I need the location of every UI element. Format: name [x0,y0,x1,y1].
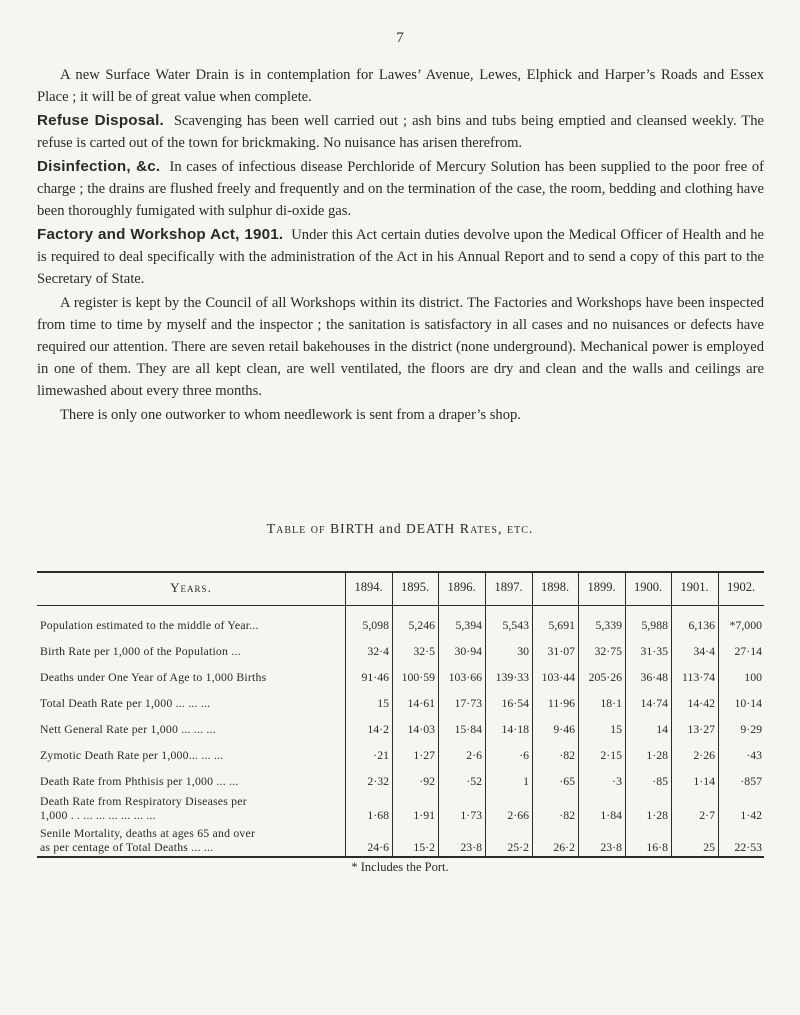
table-cell: 1·28 [646,748,668,762]
table-cell: 2·26 [693,748,715,762]
row-label-respiratory-death-rate [40,794,340,822]
table-cell: ·65 [559,774,575,788]
year-header-1899: 1899. [587,580,616,594]
table-cell: 14·74 [640,696,668,710]
row-label-line: as per centage of Total Deaths ... ... [40,840,214,854]
table-cell: 10·14 [734,696,762,710]
table-cell: 1·42 [740,808,762,822]
paragraph-factory [37,224,764,290]
refuse-text: Scavenging has been well carried out ; ash bins and tubs being emptied and cleansed weekly. The refuse is carted out of the town for brickmaking. No nuisance has arisen therefrom. [37,113,764,151]
table-cell: 34·4 [693,644,715,658]
table-cell: 32·5 [413,644,435,658]
factory-text: Under this Act certain duties devolve upon the Medical Officer of Health and he is required to deal specifically with the administration of the Act in his Annual Report and to send a copy of this part to the Secretary of State. [37,227,765,287]
table-cell: 25·2 [507,840,529,854]
table-cell: 2·7 [699,808,715,822]
table-cell: ·52 [466,774,482,788]
table-cell: 14·42 [687,696,715,710]
years-header: Years. [170,580,212,595]
table-cell: 91·46 [361,670,389,684]
table-cell: 36·48 [640,670,668,684]
table-cell: ·43 [746,748,762,762]
table-cell: 18·1 [600,696,622,710]
table-cell: 15·84 [454,722,482,736]
table-cell: 16·8 [646,840,668,854]
disinfection-text: In cases of infectious disease Perchloride of Mercury Solution has been supplied to the poor free of charge ; the drains are flushed freely and frequently and on the termination of the case, the room, bedding and clothing have been thoroughly fumigated with sulphur di-oxide gas. [37,159,764,219]
table-cell: 1·91 [413,808,435,822]
row-label-zymotic-death-rate: Zymotic Death Rate per 1,000... ... ... [40,748,224,762]
table-cell: 1·27 [413,748,435,762]
table-cell: 23·8 [460,840,482,854]
table-cell: 100 [744,670,762,684]
heading-factory-act: Factory and Workshop Act, 1901. [37,226,284,243]
table-cell: ·21 [373,748,389,762]
paragraph-refuse [37,110,764,154]
table-cell: 1·14 [693,774,715,788]
table-cell: 25 [703,840,715,854]
table-cell: 1·28 [646,808,668,822]
heading-refuse-disposal: Refuse Disposal. [37,112,164,129]
table-cell: 6,136 [688,618,715,632]
table-cell: ·82 [559,808,575,822]
table-cell: ·857 [740,774,762,788]
table-title-pre: Table of [266,522,331,537]
table-bottom-rule [37,856,764,858]
table-header-rule [37,605,764,606]
table-cell: 5,988 [641,618,668,632]
heading-disinfection: Disinfection, &c. [37,158,161,175]
table-cell: 22·53 [734,840,762,854]
table-cell: 27·14 [734,644,762,658]
table-cell: 30 [517,644,529,658]
table-top-rule [37,571,764,573]
table-cell: 5,394 [455,618,482,632]
table-cell: 14·61 [407,696,435,710]
table-cell: 139·33 [495,670,529,684]
table-title [0,521,800,538]
table-cell: 103·66 [448,670,482,684]
table-cell: 5,246 [408,618,435,632]
row-label-infant-deaths: Deaths under One Year of Age to 1,000 Births [40,670,267,684]
row-label-nett-general-rate: Nett General Rate per 1,000 ... ... ... [40,722,216,736]
table-cell: 14 [656,722,668,736]
table-cell: 5,339 [595,618,622,632]
table-cell: 1·68 [367,808,389,822]
table-cell: ·92 [419,774,435,788]
table-cell: *7,000 [729,618,762,632]
table-cell: ·82 [559,748,575,762]
row-label-senile-mortality [40,826,340,854]
table-cell: 14·18 [501,722,529,736]
table-cell: 23·8 [600,840,622,854]
table-cell: ·6 [519,748,529,762]
year-header-1894: 1894. [354,580,383,594]
row-label-birth-rate: Birth Rate per 1,000 of the Population ... [40,644,241,658]
table-title-post: Rates, etc. [455,522,534,537]
year-header-1902: 1902. [726,580,756,594]
row-label-line: 1,000 . . ... ... ... ... ... ... [40,808,156,822]
paragraph-outworker: There is only one outworker to whom needlework is sent from a draper’s shop. [60,407,521,423]
row-label-line: Senile Mortality, deaths at ages 65 and over [40,826,256,840]
table-cell: 9·46 [553,722,575,736]
table-cell: 15 [377,696,389,710]
table-cell: 113·74 [682,670,715,684]
table-cell: 31·35 [640,644,668,658]
row-label-line: Death Rate from Respiratory Diseases per [40,794,247,808]
table-title-main: BIRTH and DEATH [330,521,456,536]
row-label-total-death-rate: Total Death Rate per 1,000 ... ... ... [40,696,211,710]
table-cell: 14·03 [407,722,435,736]
table-cell: 1·84 [600,808,622,822]
table-cell: 2·6 [466,748,482,762]
table-cell: 2·32 [367,774,389,788]
table-cell: 26·2 [553,840,575,854]
year-header-1898: 1898. [540,580,570,594]
table-footnote: * Includes the Port. [351,860,449,874]
table-cell: 32·4 [367,644,389,658]
table-cell: 5,098 [362,618,389,632]
table-cell: 2·15 [600,748,622,762]
year-header-1896: 1896. [447,580,476,594]
table-cell: 32·75 [594,644,622,658]
table-cell: 24·6 [367,840,389,854]
table-cell: 31·07 [547,644,575,658]
page-number: 7 [396,30,404,46]
table-cell: 15 [610,722,622,736]
table-cell: 11·96 [547,696,575,710]
table-cell: 13·27 [687,722,715,736]
table-cell: ·85 [652,774,668,788]
year-header-1897: 1897. [494,580,523,594]
table-cell: 14·2 [367,722,389,736]
year-header-1895: 1895. [400,580,430,594]
year-header-1900: 1900. [633,580,663,594]
paragraph-drain: A new Surface Water Drain is in contemplation for Lawes’ Avenue, Lewes, Elphick and Harper’s Roads and Essex Place ; it will be of great value when complete. [37,67,764,105]
paragraph-disinfection [37,156,764,222]
row-label-phthisis-death-rate: Death Rate from Phthisis per 1,000 ... ... [40,774,239,788]
table-cell: 100·59 [401,670,435,684]
table-cell: 15·2 [413,840,435,854]
table-cell: 16·54 [501,696,529,710]
table-cell: 9·29 [740,722,762,736]
paragraph-register: A register is kept by the Council of all Workshops within its district. The Factories and Workshops have been inspected from time to time by myself and the inspector ; the sanitation is satisfactory in all cases and no nuisances or defects have required our attention. There are seven retail bakehouses in the district (none underground). Mechanical power is employed in one of them. They are all kept clean, are well ventilated, the floors are dry and clean and the walls and ceilings are limewashed about every three months. [37,295,764,399]
table-cell: 17·73 [454,696,482,710]
table-cell: 103·44 [541,670,575,684]
year-header-1901: 1901. [680,580,709,594]
table-cell: 1·73 [460,808,482,822]
row-label-population: Population estimated to the middle of Year... [40,618,259,632]
table-cell: 30·94 [454,644,482,658]
table-cell: 5,543 [502,618,529,632]
table-cell: ·3 [612,774,622,788]
body-text [37,64,764,428]
table-cell: 1 [523,774,529,788]
table-cell: 2·66 [507,808,529,822]
table-cell: 205·26 [588,670,622,684]
table-cell: 5,691 [548,618,575,632]
